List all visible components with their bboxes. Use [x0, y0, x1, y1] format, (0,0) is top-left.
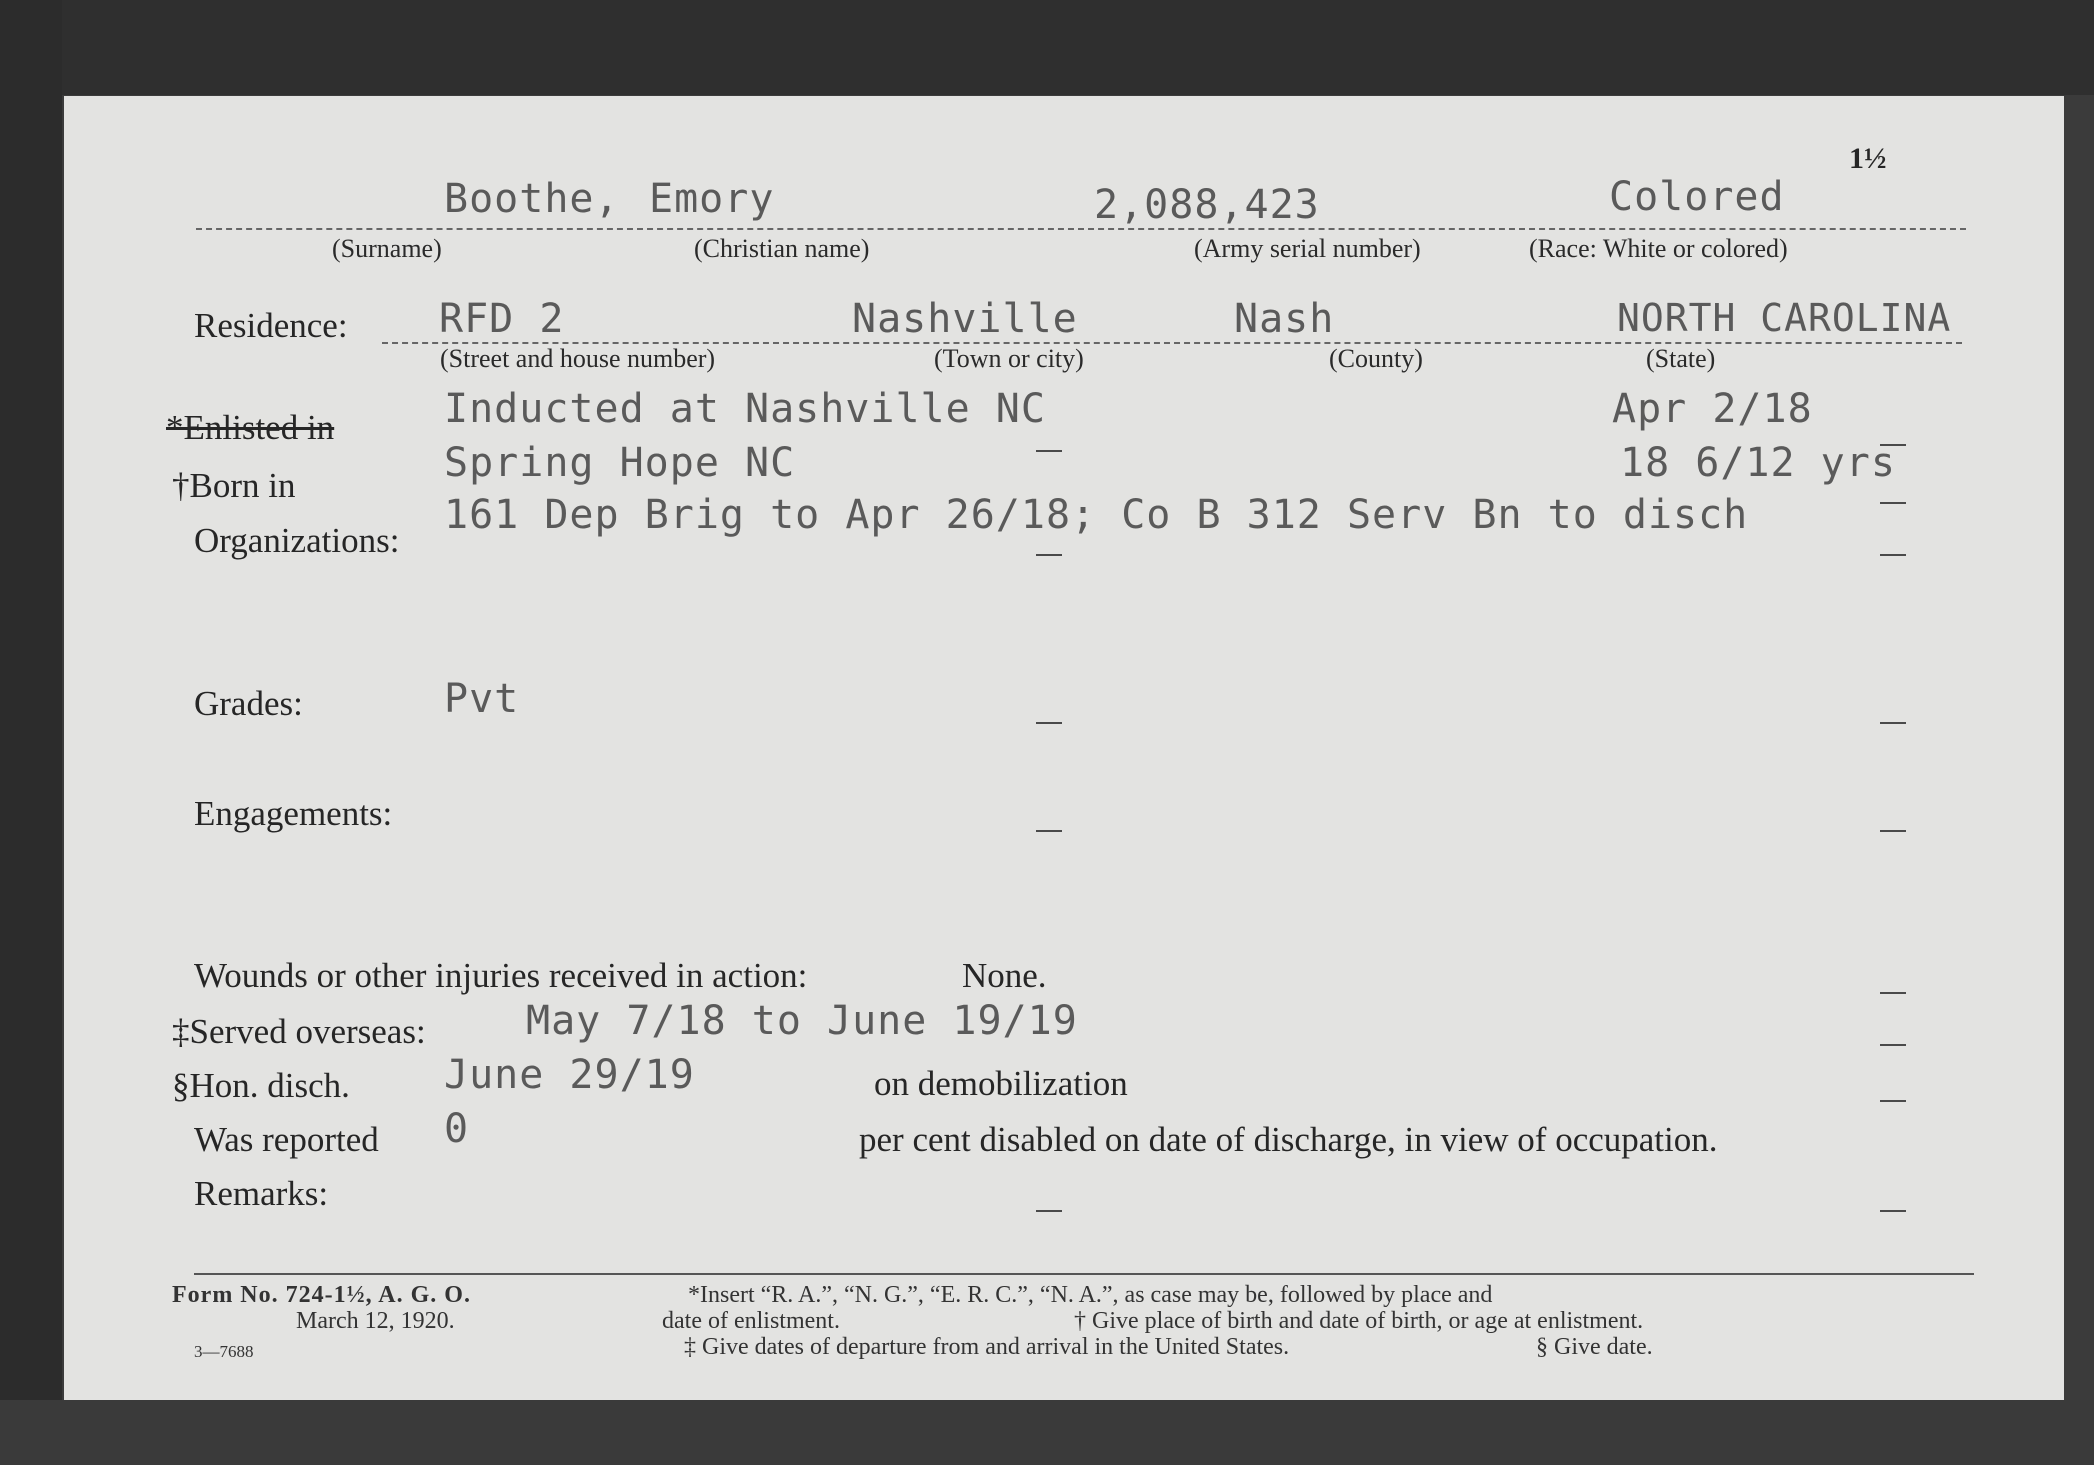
footnote-born: † Give place of birth and date of birth, or age at enlistment. [1074, 1308, 1644, 1334]
scan-left-border [0, 0, 62, 1465]
footnote-overseas: ‡ Give dates of departure from and arrival in the United States. [684, 1334, 1290, 1360]
street-caption: (Street and house number) [440, 344, 716, 373]
discharge-label: §Hon. disch. [172, 1066, 350, 1105]
state-caption: (State) [1646, 344, 1716, 373]
col-tick [1880, 992, 1906, 994]
discharge-value: June 29/19 [444, 1052, 695, 1098]
form-number: Form No. 724-1½, A. G. O. [172, 1282, 471, 1308]
surname-caption: (Surname) [332, 234, 442, 263]
discharge-suffix: on demobilization [874, 1064, 1128, 1103]
surname-value: Boothe, [444, 176, 620, 222]
age-value: 18 6/12 yrs [1620, 440, 1896, 486]
header-rule [196, 228, 1966, 230]
col-tick [1036, 554, 1062, 556]
serial-number-caption: (Army serial number) [1194, 234, 1421, 263]
col-tick [1036, 450, 1062, 452]
scan-bottom-border [0, 1400, 2094, 1465]
grades-label: Grades: [194, 684, 303, 723]
wounds-value: None. [962, 956, 1047, 995]
footnote-enlisted-line1: *Insert “R. A.”, “N. G.”, “E. R. C.”, “N. A.”, as case may be, followed by place and [688, 1282, 1493, 1308]
service-record-card [64, 96, 2064, 1400]
race-value: Colored [1609, 174, 1785, 220]
born-label: †Born in [172, 466, 296, 505]
grades-value: Pvt [444, 676, 520, 722]
remarks-label: Remarks: [194, 1174, 329, 1213]
state-value: NORTH CAROLINA [1617, 296, 1952, 340]
enlisted-value: Inducted at Nashville NC [444, 386, 1046, 432]
engagements-label: Engagements: [194, 794, 393, 833]
enlisted-label: *Enlisted in [166, 408, 335, 447]
residence-label: Residence: [194, 306, 348, 345]
footnote-discharge: § Give date. [1536, 1334, 1653, 1360]
town-value: Nashville [852, 296, 1078, 342]
serial-number-value: 2,088,423 [1094, 182, 1320, 228]
reported-suffix: per cent disabled on date of discharge, in view of occupation. [859, 1120, 1718, 1159]
col-tick [1880, 1100, 1906, 1102]
county-value: Nash [1234, 296, 1335, 342]
christian-name-caption: (Christian name) [694, 234, 870, 263]
scan-top-border [0, 0, 2094, 95]
col-tick [1880, 502, 1906, 504]
col-tick [1880, 722, 1906, 724]
footnote-enlisted-line2: date of enlistment. [662, 1308, 840, 1334]
county-caption: (County) [1329, 344, 1423, 373]
reported-label: Was reported [194, 1120, 379, 1159]
overseas-value: May 7/18 to June 19/19 [526, 998, 1078, 1044]
organizations-label: Organizations: [194, 521, 400, 560]
wounds-label: Wounds or other injuries received in action: [194, 956, 808, 995]
organizations-value: 161 Dep Brig to Apr 26/18; Co B 312 Serv Bn to disch [444, 492, 1749, 538]
street-value: RFD 2 [439, 296, 565, 342]
reported-value: 0 [444, 1106, 470, 1152]
footer-rule [194, 1273, 1974, 1275]
col-tick [1036, 830, 1062, 832]
town-caption: (Town or city) [934, 344, 1084, 373]
christian-name-value: Emory [649, 176, 775, 222]
col-tick [1880, 554, 1906, 556]
form-date: March 12, 1920. [296, 1308, 455, 1334]
col-tick [1880, 830, 1906, 832]
col-tick [1880, 1044, 1906, 1046]
overseas-label: ‡Served overseas: [172, 1012, 426, 1051]
enlisted-date: Apr 2/18 [1612, 386, 1813, 432]
col-tick [1036, 722, 1062, 724]
col-tick [1880, 1210, 1906, 1212]
born-value: Spring Hope NC [444, 440, 796, 486]
race-caption: (Race: White or colored) [1529, 234, 1788, 263]
print-code: 3—7688 [194, 1342, 254, 1361]
col-tick [1036, 1210, 1062, 1212]
corner-mark: 1½ [1849, 142, 1887, 175]
